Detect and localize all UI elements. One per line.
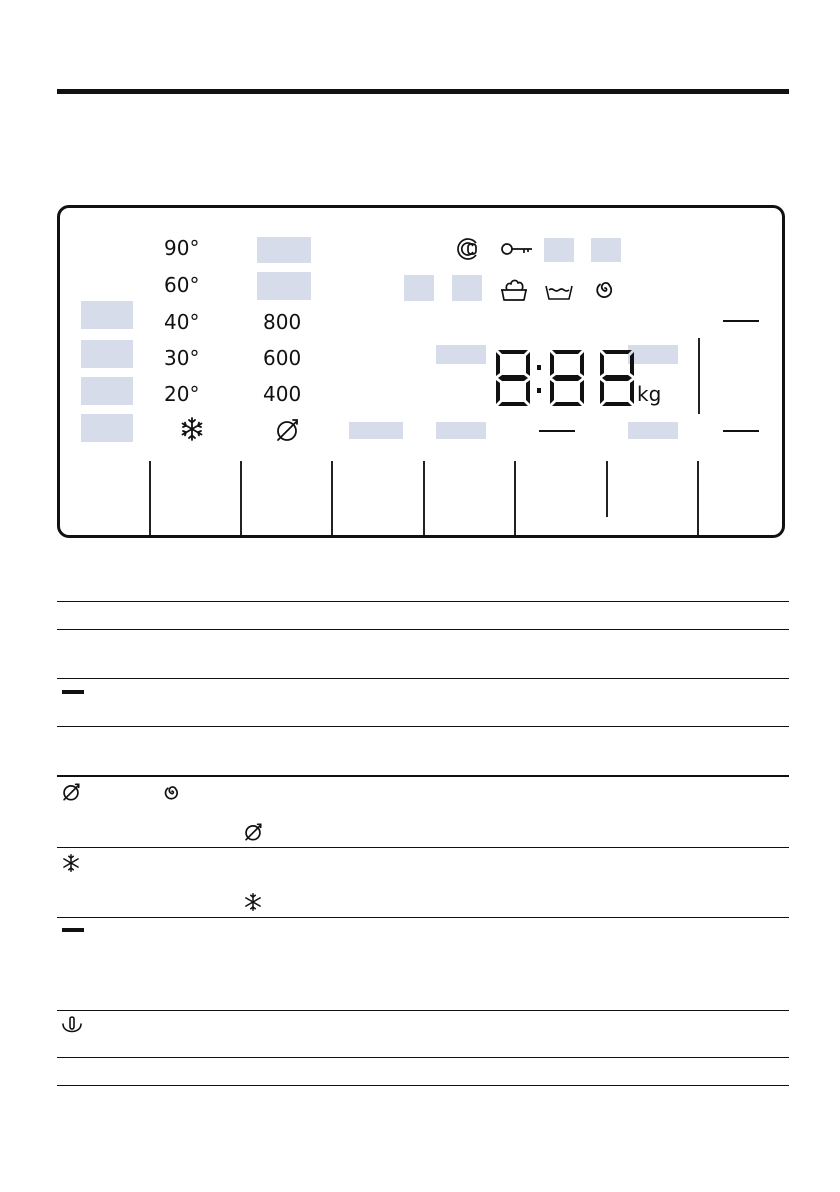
dash-symbol — [62, 690, 84, 694]
placeholder-box — [436, 345, 486, 364]
snowflake-icon — [180, 417, 204, 441]
spin-spiral-icon — [162, 782, 182, 802]
placeholder-box — [436, 422, 486, 439]
placeholder-box — [81, 414, 133, 442]
key-icon — [500, 241, 534, 257]
child-lock-icon — [454, 235, 482, 263]
placeholder-box — [257, 272, 311, 300]
placeholder-box — [81, 377, 133, 405]
table-rule — [57, 917, 789, 918]
prewash-icon — [499, 276, 529, 302]
temp-label-90: 90° — [164, 236, 200, 260]
temp-label-60: 60° — [164, 273, 200, 297]
tap-icon — [61, 1016, 83, 1036]
divider — [331, 461, 333, 535]
dash-symbol — [62, 928, 84, 932]
table-rule — [57, 775, 789, 777]
placeholder-box — [591, 238, 621, 262]
divider — [423, 461, 425, 535]
rinse-icon — [544, 282, 574, 302]
placeholder-box — [81, 301, 133, 329]
unit-kg: kg — [637, 382, 662, 406]
spin-spiral-icon — [593, 277, 617, 301]
divider — [240, 461, 242, 535]
display-panel — [57, 205, 785, 538]
top-rule — [57, 89, 789, 94]
divider — [149, 461, 151, 535]
temp-label-20: 20° — [164, 382, 200, 406]
spin-label-600: 600 — [263, 346, 302, 370]
table-rule — [57, 1085, 789, 1086]
dash-indicator — [723, 430, 759, 432]
spin-label-800: 800 — [263, 310, 302, 334]
snowflake-icon — [244, 893, 262, 911]
table-rule — [57, 678, 789, 679]
table-rule — [57, 1057, 789, 1058]
placeholder-box — [628, 422, 678, 439]
divider — [698, 338, 700, 414]
no-spin-icon — [243, 822, 263, 842]
temp-label-30: 30° — [164, 346, 200, 370]
divider — [697, 461, 699, 535]
placeholder-box — [349, 422, 403, 439]
snowflake-icon — [62, 854, 80, 872]
no-spin-icon — [61, 782, 81, 802]
table-rule — [57, 629, 789, 630]
digit-display — [492, 348, 652, 408]
table-rule — [57, 1010, 789, 1011]
table-rule — [57, 847, 789, 848]
table-rule — [57, 726, 789, 727]
spin-label-400: 400 — [263, 382, 302, 406]
dash-indicator — [723, 320, 759, 322]
temp-label-40: 40° — [164, 310, 200, 334]
table-rule — [57, 601, 789, 602]
placeholder-box — [404, 275, 434, 301]
placeholder-box — [81, 340, 133, 368]
no-spin-icon — [274, 417, 300, 443]
dash-indicator — [539, 430, 575, 432]
placeholder-box — [452, 275, 482, 301]
placeholder-box — [544, 238, 574, 262]
divider — [514, 461, 516, 535]
placeholder-box — [257, 237, 311, 263]
divider — [606, 461, 608, 517]
